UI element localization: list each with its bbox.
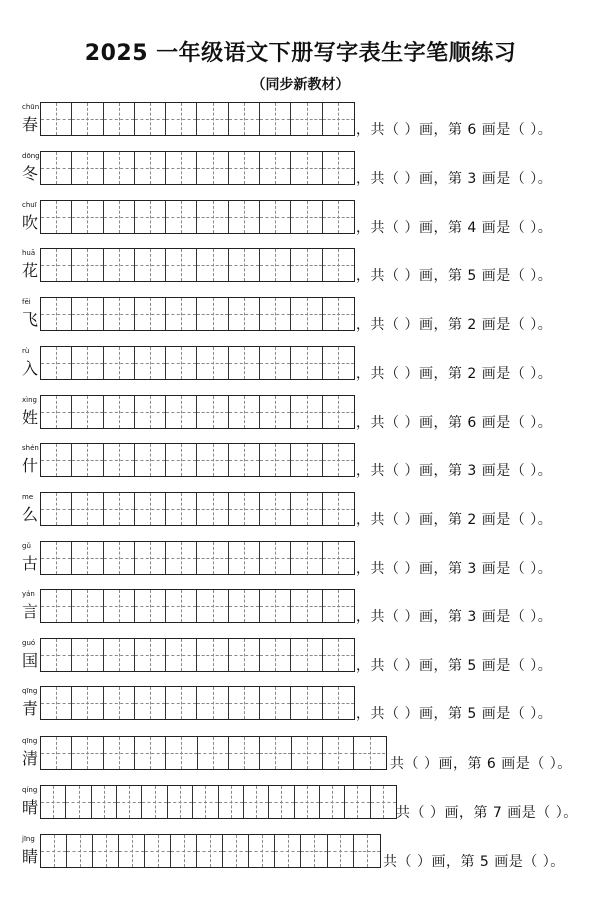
writing-grid[interactable] bbox=[40, 346, 355, 380]
writing-cell[interactable] bbox=[301, 835, 327, 867]
writing-cell[interactable] bbox=[291, 396, 322, 428]
writing-cell[interactable] bbox=[41, 542, 72, 574]
writing-cell[interactable] bbox=[260, 201, 291, 233]
writing-cell[interactable] bbox=[171, 835, 197, 867]
writing-cell[interactable] bbox=[249, 835, 275, 867]
writing-cell[interactable] bbox=[269, 786, 294, 818]
writing-cell[interactable] bbox=[135, 298, 166, 330]
stroke-question: ，共（ ）画，第 6 画是（ ）。 bbox=[356, 415, 553, 431]
writing-cell[interactable] bbox=[41, 687, 72, 719]
writing-cell[interactable] bbox=[260, 737, 291, 769]
hanzi-character: 么 bbox=[22, 505, 39, 524]
pinyin-label: shén bbox=[22, 444, 39, 452]
writing-cell[interactable] bbox=[166, 687, 197, 719]
writing-cell[interactable] bbox=[323, 298, 354, 330]
writing-cell[interactable] bbox=[197, 590, 228, 622]
practice-row bbox=[0, 346, 601, 386]
writing-cell[interactable] bbox=[328, 835, 354, 867]
writing-cell[interactable] bbox=[229, 103, 260, 135]
writing-cell[interactable] bbox=[72, 542, 103, 574]
writing-grid[interactable] bbox=[40, 248, 355, 282]
writing-cell[interactable] bbox=[41, 201, 72, 233]
writing-cell[interactable] bbox=[229, 249, 260, 281]
writing-cell[interactable] bbox=[135, 590, 166, 622]
hanzi-character: 吹 bbox=[22, 213, 39, 232]
writing-cell[interactable] bbox=[41, 396, 72, 428]
practice-row bbox=[0, 395, 601, 435]
writing-cell[interactable] bbox=[166, 590, 197, 622]
pinyin-label: jīng bbox=[22, 835, 35, 843]
writing-cell[interactable] bbox=[229, 493, 260, 525]
writing-cell[interactable] bbox=[197, 298, 228, 330]
stroke-question: ，共（ ）画，第 5 画是（ ）。 bbox=[356, 268, 553, 284]
writing-cell[interactable] bbox=[142, 786, 167, 818]
writing-cell[interactable] bbox=[291, 444, 322, 476]
writing-cell[interactable] bbox=[72, 201, 103, 233]
writing-cell[interactable] bbox=[219, 786, 244, 818]
writing-cell[interactable] bbox=[41, 493, 72, 525]
writing-cell[interactable] bbox=[72, 737, 103, 769]
writing-grid[interactable] bbox=[40, 200, 355, 234]
writing-cell[interactable] bbox=[41, 347, 72, 379]
writing-cell[interactable] bbox=[323, 249, 354, 281]
writing-cell[interactable] bbox=[119, 835, 145, 867]
writing-grid[interactable] bbox=[40, 736, 387, 770]
writing-cell[interactable] bbox=[166, 103, 197, 135]
writing-cell[interactable] bbox=[72, 590, 103, 622]
page-subtitle: （同步新教材） bbox=[251, 77, 350, 93]
writing-grid[interactable] bbox=[40, 834, 381, 868]
stroke-question: ，共（ ）画，第 5 画是（ ）。 bbox=[356, 706, 553, 722]
writing-cell[interactable] bbox=[104, 444, 135, 476]
writing-cell[interactable] bbox=[104, 396, 135, 428]
pinyin-label: fēi bbox=[22, 298, 31, 306]
hanzi-character: 清 bbox=[22, 749, 39, 768]
writing-cell[interactable] bbox=[260, 542, 291, 574]
stroke-question: ，共（ ）画，第 5 画是（ ）。 bbox=[356, 658, 553, 674]
writing-cell[interactable] bbox=[41, 737, 72, 769]
practice-row bbox=[0, 443, 601, 483]
writing-cell[interactable] bbox=[197, 542, 228, 574]
writing-cell[interactable] bbox=[41, 786, 66, 818]
hanzi-character: 入 bbox=[22, 359, 39, 378]
stroke-question: ，共（ ）画，第 3 画是（ ）。 bbox=[356, 463, 553, 479]
writing-cell[interactable] bbox=[291, 298, 322, 330]
pinyin-label: yán bbox=[22, 590, 35, 598]
pinyin-label: xìng bbox=[22, 396, 37, 404]
writing-cell[interactable] bbox=[323, 396, 354, 428]
writing-cell[interactable] bbox=[72, 347, 103, 379]
writing-cell[interactable] bbox=[323, 737, 354, 769]
writing-cell[interactable] bbox=[166, 396, 197, 428]
writing-cell[interactable] bbox=[72, 152, 103, 184]
practice-row bbox=[0, 200, 601, 240]
practice-row bbox=[0, 785, 601, 825]
writing-cell[interactable] bbox=[229, 298, 260, 330]
writing-cell[interactable] bbox=[323, 639, 354, 671]
writing-cell[interactable] bbox=[260, 152, 291, 184]
writing-cell[interactable] bbox=[104, 152, 135, 184]
writing-cell[interactable] bbox=[135, 687, 166, 719]
hanzi-character: 青 bbox=[22, 699, 39, 718]
practice-row bbox=[0, 686, 601, 726]
writing-cell[interactable] bbox=[72, 493, 103, 525]
hanzi-character: 言 bbox=[22, 602, 39, 621]
writing-cell[interactable] bbox=[323, 542, 354, 574]
writing-cell[interactable] bbox=[275, 835, 301, 867]
writing-cell[interactable] bbox=[291, 687, 322, 719]
writing-cell[interactable] bbox=[104, 639, 135, 671]
writing-cell[interactable] bbox=[292, 737, 323, 769]
writing-cell[interactable] bbox=[104, 590, 135, 622]
writing-grid[interactable] bbox=[40, 686, 355, 720]
stroke-question: ，共（ ）画，第 3 画是（ ）。 bbox=[356, 609, 553, 625]
writing-cell[interactable] bbox=[260, 590, 291, 622]
writing-cell[interactable] bbox=[135, 444, 166, 476]
stroke-question: ，共（ ）画，第 4 画是（ ）。 bbox=[356, 220, 553, 236]
pinyin-label: chūn bbox=[22, 103, 40, 111]
pinyin-label: gǔ bbox=[22, 542, 31, 550]
writing-grid[interactable] bbox=[40, 589, 355, 623]
writing-cell[interactable] bbox=[72, 687, 103, 719]
writing-grid[interactable] bbox=[40, 785, 397, 819]
writing-cell[interactable] bbox=[323, 347, 354, 379]
writing-cell[interactable] bbox=[104, 687, 135, 719]
writing-cell[interactable] bbox=[260, 639, 291, 671]
writing-cell[interactable] bbox=[92, 786, 117, 818]
writing-grid[interactable] bbox=[40, 638, 355, 672]
writing-cell[interactable] bbox=[260, 493, 291, 525]
writing-cell[interactable] bbox=[166, 152, 197, 184]
writing-cell[interactable] bbox=[145, 835, 171, 867]
writing-cell[interactable] bbox=[104, 542, 135, 574]
writing-cell[interactable] bbox=[229, 201, 260, 233]
writing-cell[interactable] bbox=[260, 347, 291, 379]
writing-cell[interactable] bbox=[41, 103, 72, 135]
hanzi-character: 姓 bbox=[22, 408, 39, 427]
writing-grid[interactable] bbox=[40, 541, 355, 575]
writing-cell[interactable] bbox=[135, 347, 166, 379]
hanzi-character: 睛 bbox=[22, 847, 39, 866]
writing-cell[interactable] bbox=[166, 249, 197, 281]
page-title: 2025 一年级语文下册写字表生字笔顺练习 bbox=[84, 41, 517, 66]
pinyin-label: me bbox=[22, 493, 34, 501]
writing-cell[interactable] bbox=[135, 493, 166, 525]
writing-cell[interactable] bbox=[41, 639, 72, 671]
writing-cell[interactable] bbox=[323, 444, 354, 476]
writing-cell[interactable] bbox=[260, 396, 291, 428]
writing-cell[interactable] bbox=[135, 396, 166, 428]
stroke-question: ，共（ ）画，第 3 画是（ ）。 bbox=[356, 561, 553, 577]
writing-cell[interactable] bbox=[260, 103, 291, 135]
hanzi-character: 什 bbox=[22, 456, 39, 475]
stroke-question: 共（ ）画，第 5 画是（ ）。 bbox=[383, 854, 565, 870]
writing-cell[interactable] bbox=[104, 737, 135, 769]
writing-grid[interactable] bbox=[40, 443, 355, 477]
writing-cell[interactable] bbox=[104, 249, 135, 281]
writing-cell[interactable] bbox=[135, 542, 166, 574]
writing-cell[interactable] bbox=[291, 249, 322, 281]
writing-cell[interactable] bbox=[135, 737, 166, 769]
writing-cell[interactable] bbox=[135, 639, 166, 671]
writing-cell[interactable] bbox=[229, 347, 260, 379]
writing-cell[interactable] bbox=[291, 152, 322, 184]
writing-cell[interactable] bbox=[72, 249, 103, 281]
writing-cell[interactable] bbox=[244, 786, 269, 818]
writing-cell[interactable] bbox=[72, 298, 103, 330]
practice-row bbox=[0, 638, 601, 678]
writing-cell[interactable] bbox=[72, 396, 103, 428]
writing-cell[interactable] bbox=[229, 639, 260, 671]
writing-cell[interactable] bbox=[197, 249, 228, 281]
practice-row bbox=[0, 589, 601, 629]
pinyin-label: qíng bbox=[22, 786, 38, 794]
writing-cell[interactable] bbox=[168, 786, 193, 818]
practice-row bbox=[0, 736, 601, 776]
writing-cell[interactable] bbox=[166, 347, 197, 379]
pinyin-label: huā bbox=[22, 249, 36, 257]
writing-cell[interactable] bbox=[323, 687, 354, 719]
writing-cell[interactable] bbox=[229, 687, 260, 719]
pinyin-label: guó bbox=[22, 639, 36, 647]
stroke-question: ，共（ ）画，第 2 画是（ ）。 bbox=[356, 366, 553, 382]
pinyin-label: qīng bbox=[22, 687, 38, 695]
writing-cell[interactable] bbox=[371, 786, 396, 818]
writing-cell[interactable] bbox=[197, 396, 228, 428]
writing-cell[interactable] bbox=[197, 444, 228, 476]
writing-cell[interactable] bbox=[291, 201, 322, 233]
writing-grid[interactable] bbox=[40, 492, 355, 526]
writing-grid[interactable] bbox=[40, 395, 355, 429]
writing-cell[interactable] bbox=[197, 835, 223, 867]
writing-cell[interactable] bbox=[229, 152, 260, 184]
writing-cell[interactable] bbox=[229, 444, 260, 476]
writing-cell[interactable] bbox=[229, 590, 260, 622]
writing-cell[interactable] bbox=[223, 835, 249, 867]
writing-cell[interactable] bbox=[41, 444, 72, 476]
writing-cell[interactable] bbox=[260, 444, 291, 476]
pinyin-label: dōng bbox=[22, 152, 40, 160]
writing-cell[interactable] bbox=[104, 103, 135, 135]
practice-row bbox=[0, 102, 601, 142]
stroke-question: 共（ ）画，第 6 画是（ ）。 bbox=[390, 756, 572, 772]
writing-cell[interactable] bbox=[291, 639, 322, 671]
stroke-question: ，共（ ）画，第 2 画是（ ）。 bbox=[356, 512, 553, 528]
writing-cell[interactable] bbox=[229, 542, 260, 574]
writing-cell[interactable] bbox=[291, 493, 322, 525]
writing-cell[interactable] bbox=[166, 201, 197, 233]
writing-cell[interactable] bbox=[41, 835, 67, 867]
pinyin-label: rù bbox=[22, 347, 30, 355]
writing-cell[interactable] bbox=[291, 542, 322, 574]
writing-cell[interactable] bbox=[166, 493, 197, 525]
writing-cell[interactable] bbox=[291, 103, 322, 135]
writing-cell[interactable] bbox=[166, 298, 197, 330]
writing-cell[interactable] bbox=[66, 786, 91, 818]
writing-cell[interactable] bbox=[354, 737, 385, 769]
writing-cell[interactable] bbox=[135, 201, 166, 233]
writing-cell[interactable] bbox=[229, 396, 260, 428]
hanzi-character: 国 bbox=[22, 651, 39, 670]
hanzi-character: 古 bbox=[22, 554, 39, 573]
stroke-question: ，共（ ）画，第 2 画是（ ）。 bbox=[356, 317, 553, 333]
writing-cell[interactable] bbox=[104, 298, 135, 330]
writing-cell[interactable] bbox=[354, 835, 380, 867]
writing-cell[interactable] bbox=[41, 590, 72, 622]
stroke-question: 共（ ）画，第 7 画是（ ）。 bbox=[396, 805, 578, 821]
writing-cell[interactable] bbox=[323, 493, 354, 525]
writing-cell[interactable] bbox=[323, 152, 354, 184]
writing-grid[interactable] bbox=[40, 297, 355, 331]
writing-cell[interactable] bbox=[229, 737, 260, 769]
hanzi-character: 冬 bbox=[22, 164, 39, 183]
writing-cell[interactable] bbox=[345, 786, 370, 818]
writing-cell[interactable] bbox=[72, 639, 103, 671]
pinyin-label: chuī bbox=[22, 201, 37, 209]
writing-cell[interactable] bbox=[260, 249, 291, 281]
writing-cell[interactable] bbox=[197, 687, 228, 719]
writing-cell[interactable] bbox=[104, 201, 135, 233]
writing-cell[interactable] bbox=[198, 737, 229, 769]
hanzi-character: 花 bbox=[22, 261, 39, 280]
writing-cell[interactable] bbox=[197, 639, 228, 671]
writing-cell[interactable] bbox=[166, 444, 197, 476]
writing-cell[interactable] bbox=[104, 347, 135, 379]
writing-cell[interactable] bbox=[260, 298, 291, 330]
writing-cell[interactable] bbox=[67, 835, 93, 867]
practice-row bbox=[0, 248, 601, 288]
writing-cell[interactable] bbox=[135, 103, 166, 135]
writing-cell[interactable] bbox=[166, 737, 197, 769]
practice-row bbox=[0, 834, 601, 874]
practice-row bbox=[0, 541, 601, 581]
writing-cell[interactable] bbox=[41, 298, 72, 330]
writing-cell[interactable] bbox=[323, 103, 354, 135]
writing-cell[interactable] bbox=[197, 152, 228, 184]
writing-cell[interactable] bbox=[166, 542, 197, 574]
writing-grid[interactable] bbox=[40, 102, 355, 136]
writing-cell[interactable] bbox=[291, 590, 322, 622]
writing-cell[interactable] bbox=[41, 249, 72, 281]
writing-cell[interactable] bbox=[41, 152, 72, 184]
writing-cell[interactable] bbox=[72, 444, 103, 476]
writing-cell[interactable] bbox=[193, 786, 218, 818]
writing-cell[interactable] bbox=[323, 201, 354, 233]
writing-cell[interactable] bbox=[117, 786, 142, 818]
hanzi-character: 春 bbox=[22, 115, 39, 134]
pinyin-label: qīng bbox=[22, 737, 38, 745]
writing-cell[interactable] bbox=[320, 786, 345, 818]
writing-cell[interactable] bbox=[135, 152, 166, 184]
practice-row bbox=[0, 151, 601, 191]
writing-cell[interactable] bbox=[323, 590, 354, 622]
writing-cell[interactable] bbox=[135, 249, 166, 281]
writing-cell[interactable] bbox=[295, 786, 320, 818]
stroke-question: ，共（ ）画，第 6 画是（ ）。 bbox=[356, 122, 553, 138]
writing-cell[interactable] bbox=[72, 103, 103, 135]
practice-row bbox=[0, 297, 601, 337]
writing-cell[interactable] bbox=[197, 103, 228, 135]
writing-cell[interactable] bbox=[197, 347, 228, 379]
writing-cell[interactable] bbox=[93, 835, 119, 867]
writing-grid[interactable] bbox=[40, 151, 355, 185]
writing-cell[interactable] bbox=[260, 687, 291, 719]
writing-cell[interactable] bbox=[166, 639, 197, 671]
practice-row bbox=[0, 492, 601, 532]
writing-cell[interactable] bbox=[197, 201, 228, 233]
hanzi-character: 晴 bbox=[22, 798, 39, 817]
stroke-question: ，共（ ）画，第 3 画是（ ）。 bbox=[356, 171, 553, 187]
hanzi-character: 飞 bbox=[22, 310, 39, 329]
writing-cell[interactable] bbox=[104, 493, 135, 525]
writing-cell[interactable] bbox=[197, 493, 228, 525]
writing-cell[interactable] bbox=[291, 347, 322, 379]
